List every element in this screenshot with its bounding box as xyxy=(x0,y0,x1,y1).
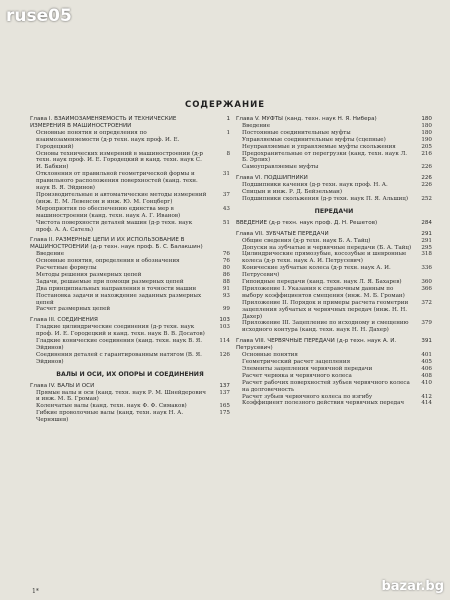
toc-entry-title: Управляемые соединительные муфты (сцепные) xyxy=(242,136,386,143)
toc-entry-title: Основные понятия и определения по взаимозаменяемости (д-р техн. наук проф. И. Е. Городецкий) xyxy=(36,129,180,150)
toc-entry xyxy=(236,380,432,394)
toc-page-number: 405 xyxy=(421,359,432,365)
toc-entry-title: Цилиндрические прямозубые, косозубые и шевронные колеса (д-р техн. наук А. И. Петрусевич) xyxy=(242,251,407,265)
toc-entry xyxy=(236,137,432,144)
toc-page-number: 137 xyxy=(219,382,230,389)
toc-entry xyxy=(236,320,432,334)
toc-entry-title: Подшипники скольжения (д-р техн. наук П. Я. Альшиц) xyxy=(242,195,409,202)
toc-page-number: 205 xyxy=(421,143,432,150)
toc-entry xyxy=(30,338,230,352)
toc-entry xyxy=(236,130,432,137)
toc-entry-title: Глава III. СОЕДИНЕНИЯ xyxy=(30,317,98,324)
toc-entry xyxy=(30,258,230,265)
toc-page-number: 99 xyxy=(222,306,230,313)
toc-entry xyxy=(30,306,230,313)
toc-page-number: 226 xyxy=(421,164,432,171)
toc-entry xyxy=(236,366,432,373)
toc-page-number: 86 xyxy=(222,271,230,278)
toc-entry xyxy=(30,171,230,192)
toc-entry xyxy=(236,196,432,203)
toc-entry-title: Постановка задачи и нахождение заданных размерных цепей xyxy=(36,292,202,306)
toc-entry-title: Общие сведения (д-р техн. наук Б. А. Тайц) xyxy=(242,237,371,244)
toc-entry-title: Приложение III. Зацепление по исходному и смещению исходного контура (канд. техн. наук Н. Н. Дахер) xyxy=(242,320,409,334)
toc-chapter xyxy=(236,220,432,227)
toc-page-number: 366 xyxy=(421,285,432,292)
toc-entry-title: Конические зубчатые колеса (д-р техн. наук А. И. Петрусевич) xyxy=(242,265,391,279)
toc-page-number: 1 xyxy=(226,116,230,122)
toc-entry-title: Глава VI. ПОДШИПНИКИ xyxy=(236,175,308,182)
toc-chapter xyxy=(236,338,432,352)
toc-entry-title: Геометрический расчет зацепления xyxy=(242,359,351,365)
toc-entry-title: Глава I. ВЗАИМОЗАМЕНЯЕМОСТЬ И ТЕХНИЧЕСКИЕ ИЗМЕРЕНИЯ В МАШИНОСТРОЕНИИ xyxy=(30,116,177,129)
toc-entry xyxy=(236,164,432,171)
toc-entry-title: Глава V. МУФТЫ (канд. техн. наук Н. Я. Нибера) xyxy=(236,116,377,122)
toc-chapter xyxy=(30,383,230,390)
toc-entry-title: Расчет червяка и червячного колеса xyxy=(242,372,352,379)
toc-page-number: 295 xyxy=(421,244,432,251)
toc-entry xyxy=(236,238,432,245)
toc-entry-title: Основные понятия, определения и обозначения xyxy=(36,258,180,265)
toc-page-number: 410 xyxy=(421,379,432,386)
toc-entry xyxy=(236,265,432,279)
toc-entry xyxy=(236,251,432,265)
toc-entry xyxy=(30,286,230,293)
toc-page-number: 103 xyxy=(219,317,230,324)
toc-page-number: 126 xyxy=(219,351,230,358)
toc-page-number: 408 xyxy=(421,372,432,379)
toc-page-number: 318 xyxy=(421,251,432,258)
toc-page-number: 1 xyxy=(226,129,230,136)
toc-page-number: 76 xyxy=(222,251,230,258)
toc-entry-title: Производительные и автоматические методы измерений (инж. Е. М. Левенсон и инж. Ю. М. Гонцберг) xyxy=(36,191,207,205)
toc-page-number: 80 xyxy=(222,265,230,272)
page-title: СОДЕРЖАНИЕ xyxy=(184,100,266,110)
toc-entry xyxy=(236,123,432,130)
toc-entry-title: Введение xyxy=(36,251,65,258)
toc-entry-title: Расчетные формулы xyxy=(36,265,97,272)
toc-entry xyxy=(236,300,432,321)
toc-page-number: 360 xyxy=(421,279,432,286)
toc-entry-title: ВВЕДЕНИЕ (д-р техн. наук проф. Д. Н. Решетов) xyxy=(236,219,378,226)
toc-entry xyxy=(30,265,230,272)
toc-page-number: 391 xyxy=(421,338,432,345)
toc-page-number: 406 xyxy=(421,365,432,372)
toc-page-number: 252 xyxy=(421,195,432,202)
toc-entry-title: Гипоидные передачи (канд. техн. наук Л. Я. Бахарев) xyxy=(242,279,402,286)
toc-entry-title: Расчет зубьев червячного колеса по изгибу xyxy=(242,393,373,400)
toc-page-number: 37 xyxy=(222,191,230,198)
toc-page-number: 103 xyxy=(219,324,230,331)
toc-page-number: 226 xyxy=(421,175,432,182)
toc-page-number: 379 xyxy=(421,320,432,327)
toc-chapter xyxy=(236,116,432,123)
toc-page-number: 336 xyxy=(421,265,432,272)
toc-chapter xyxy=(30,237,230,251)
toc-entry xyxy=(236,352,432,359)
toc-page-number: 8 xyxy=(226,150,230,157)
toc-entry xyxy=(30,192,230,206)
toc-entry xyxy=(236,286,432,300)
toc-entry xyxy=(30,220,230,234)
toc-entry-title: Соединения деталей с гарантированным натягом (В. Я. Эйдинов) xyxy=(36,351,202,365)
toc-entry-title: Прямые валы и оси (канд. техн. наук Р. М. Шнейдерович и инж. М. Б. Громан) xyxy=(36,389,206,403)
toc-entry xyxy=(30,390,230,404)
toc-entry xyxy=(236,151,432,165)
toc-entry-title: Глава IV. ВАЛЫ И ОСИ xyxy=(30,382,95,389)
watermark: bazar.bg xyxy=(381,579,444,594)
toc-page-number: 43 xyxy=(222,205,230,212)
toc-page-number: 414 xyxy=(421,400,432,407)
toc-entry xyxy=(30,324,230,338)
toc-page-number: 88 xyxy=(222,278,230,285)
toc-page-number xyxy=(214,237,230,251)
toc-page-number: 372 xyxy=(421,299,432,306)
toc-entry-title: Неуправляемые и управляемые муфты скольжения xyxy=(242,143,396,150)
toc-entry xyxy=(236,373,432,380)
toc-page-number: 175 xyxy=(219,410,230,417)
toc-entry-title: Приложение II. Порядок и примеры расчета геометрии зацепления зубчатых и червячных передач (инж. Н. Н. Дахер) xyxy=(242,299,409,320)
toc-page-number: 401 xyxy=(421,352,432,359)
toc-entry-title: Элементы зацепления червячной передачи xyxy=(242,365,373,372)
toc-entry-title: Расчет размерных цепей xyxy=(36,306,111,313)
toc-page-number: 216 xyxy=(421,150,432,157)
toc-page-number: 284 xyxy=(421,219,432,226)
toc-entry xyxy=(236,400,432,407)
toc-entry-title: Гладкие цилиндрические соединения (д-р техн. наук проф. И. Е. Городецкий и канд. техн. наук В. В. Досатов) xyxy=(36,324,205,338)
toc-page-number: 51 xyxy=(222,219,230,226)
toc-page-number: 190 xyxy=(421,136,432,143)
toc-page-number: 137 xyxy=(219,389,230,396)
toc-entry-title: Приложение I. Указания к справочным данным по выбору коэффициентов смещения (инж. М. Б. Громан) xyxy=(242,285,405,299)
toc-entry-title: Постоянные соединительные муфты xyxy=(242,129,351,136)
toc-page-number: 114 xyxy=(219,338,230,345)
toc-left-column xyxy=(30,112,230,424)
toc-entry-title: Глава VIII. ЧЕРВЯЧНЫЕ ПЕРЕДАЧИ (д-р техн. наук А. И. Петрусевич) xyxy=(236,338,397,352)
toc-page-number: 31 xyxy=(222,171,230,178)
toc-entry-title: Два принципиальных направления в точности машин xyxy=(36,285,197,292)
toc-page-number: 226 xyxy=(421,182,432,189)
toc-entry-title: Гладкие конические соединения (канд. техн. наук В. Я. Эйдинов) xyxy=(36,338,203,351)
footer-mark: 1* xyxy=(32,588,39,595)
toc-entry-title: Предохранительные от перегрузки (канд. техн. наук Л. Б. Эрлих) xyxy=(242,150,408,164)
toc-page-number: 412 xyxy=(421,393,432,400)
toc-entry-title: Методы решения размерных цепей xyxy=(36,271,142,278)
toc-chapter xyxy=(236,231,432,238)
toc-entry xyxy=(30,293,230,307)
toc-entry-title: Коленчатые валы (канд. техн. наук Ф. Ф. Симаков) xyxy=(36,403,187,410)
toc-page-number: 291 xyxy=(421,237,432,244)
toc-entry-title: Подшипники качения (д-р техн. наук проф. Н. А. Спицын и инж. Р. Д. Бейзельман) xyxy=(242,182,388,196)
toc-entry xyxy=(236,359,432,366)
toc-page-number: 91 xyxy=(222,285,230,292)
toc-page-number: 93 xyxy=(222,292,230,299)
toc-entry xyxy=(30,151,230,172)
toc-entry-title: Глава II. РАЗМЕРНЫЕ ЦЕПИ И ИХ ИСПОЛЬЗОВАНИЕ В МАШИНОСТРОЕНИИ (д-р техн. наук проф. Б. С. Балакшин) xyxy=(30,237,203,251)
toc-entry-title: Глава VII. ЗУБЧАТЫЕ ПЕРЕДАЧИ xyxy=(236,230,329,237)
toc-entry xyxy=(236,182,432,196)
toc-entry-title: Гибкие проволочные валы (канд. техн. наук Н. А. Черняшев) xyxy=(36,410,184,424)
toc-page-number: 291 xyxy=(421,230,432,237)
toc-entry-title: Задачи, решаемые при помощи размерных цепей xyxy=(36,278,184,285)
toc-entry-title: Расчет рабочих поверхностей зубьев червячного колеса на долговечность xyxy=(242,379,410,393)
toc-entry-title: Введение xyxy=(242,122,271,129)
toc-entry-title: Отклонения от правильной геометрической формы и правильного расположения поверхностей (канд. техн. наук В. Я. Эйдинов) xyxy=(36,171,198,192)
toc-entry xyxy=(30,130,230,151)
toc-page-number: 180 xyxy=(421,129,432,136)
toc-page-number: 180 xyxy=(421,116,432,122)
toc-entry xyxy=(30,352,230,366)
toc-page-number: 180 xyxy=(421,122,432,129)
toc-entry xyxy=(30,272,230,279)
toc-entry-title: Основные понятия xyxy=(242,352,298,359)
toc-entry-title: Коэффициент полезного действия червячных передач xyxy=(242,400,405,407)
toc-entry-title: Чистота поверхности деталей машин (д-р техн. наук проф. А. А. Сатель) xyxy=(36,219,193,233)
toc-section-heading: ПЕРЕДАЧИ xyxy=(314,207,354,215)
toc-entry-title: Допуски на зубчатые и червячные передачи (Б. А. Тайц) xyxy=(242,244,412,251)
toc-entry-title: Основы технических измерений в машиностроении (д-р техн. наук проф. И. Е. Городецкий и канд. техн. наук С. И. Бабкин) xyxy=(36,150,203,171)
toc-page-number: 76 xyxy=(222,258,230,265)
toc-entry xyxy=(236,279,432,286)
toc-entry xyxy=(236,144,432,151)
toc-entry-title: Самоуправляемые муфты xyxy=(242,164,319,171)
toc-chapter xyxy=(30,116,230,130)
toc-entry xyxy=(30,206,230,220)
toc-page-number: 165 xyxy=(219,403,230,410)
toc-section-heading: ВАЛЫ И ОСИ, ИХ ОПОРЫ И СОЕДИНЕНИЯ xyxy=(56,370,204,378)
toc-entry-title: Мероприятия по обеспечению единства мер в машиностроении (канд. техн. наук А. Г. Иванов) xyxy=(36,205,181,219)
toc-entry xyxy=(30,279,230,286)
toc-entry xyxy=(30,410,230,424)
site-logo: ruse05 xyxy=(6,6,72,26)
toc-right-column xyxy=(236,112,432,407)
